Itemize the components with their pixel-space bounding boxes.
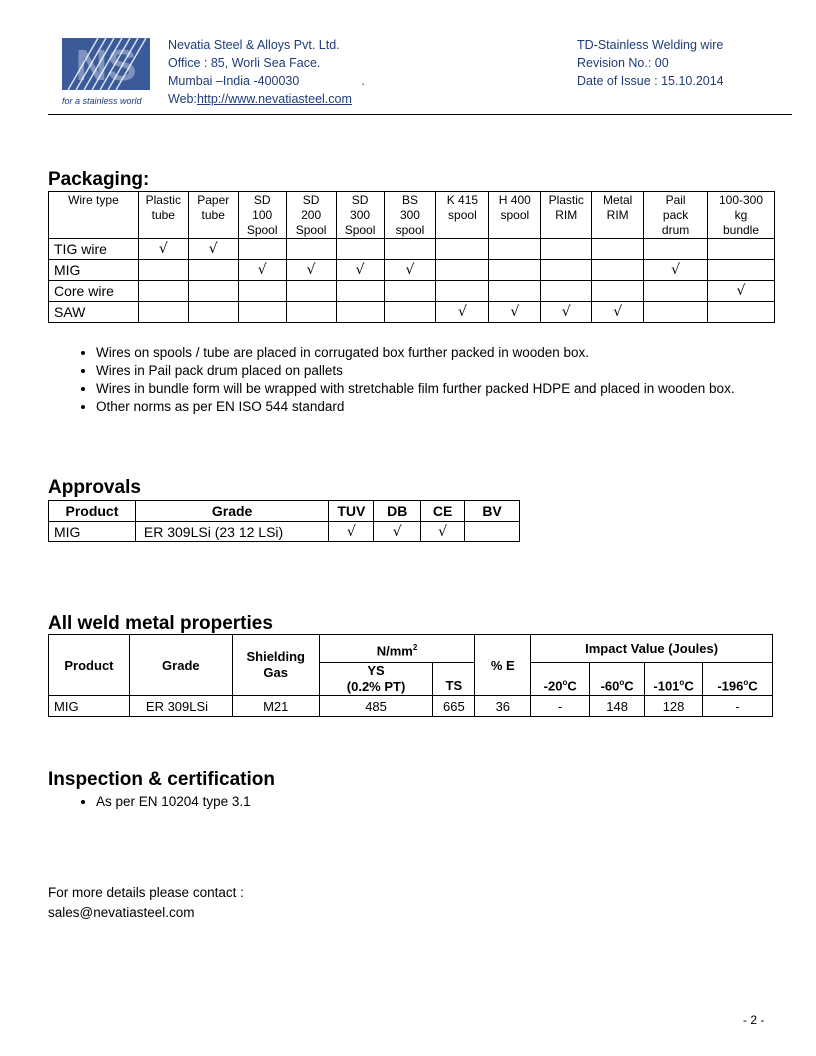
empty-cell [541,239,592,260]
weld-header-temp-101: -101$^o$C [645,663,703,696]
packaging-col-header-9: Plastic RIM [541,192,592,239]
check-mark: √ [238,260,286,281]
empty-cell [644,239,708,260]
company-logo [58,36,158,108]
weld-impact-60: 148 [590,696,645,717]
weld-header-ts: TS [433,663,475,696]
approvals-heading: Approvals [48,477,141,498]
weld-impact-196: - [703,696,773,717]
approvals-col-header-2: TUV [329,501,374,522]
check-mark: √ [336,260,384,281]
empty-cell [188,281,238,302]
packaging-col-header-5: SD 300 Spool [336,192,384,239]
empty-cell [286,239,336,260]
check-mark: √ [421,522,465,542]
approvals-col-header-3: DB [374,501,421,522]
empty-cell [489,260,541,281]
weld-header-product: Product [49,635,130,696]
packaging-row-label: SAW [49,302,139,323]
packaging-col-header-6: BS 300 spool [384,192,436,239]
check-mark: √ [541,302,592,323]
doc-title: TD-Stainless Welding wire [577,38,724,52]
weld-ts: 665 [433,696,475,717]
weld-grade: ER 309LSi [129,696,232,717]
weld-header-elongation: % E [475,635,531,696]
check-mark: √ [138,239,188,260]
check-mark: √ [708,281,775,302]
empty-cell [592,260,644,281]
packaging-note: • Other norms as per EN ISO 544 standard [96,398,816,416]
packaging-note: • Wires in bundle form will be wrapped with stretchable film further packed HDPE and placed in wooden box. [96,380,816,398]
contact-email[interactable]: sales@nevatiasteel.com [48,905,195,920]
packaging-note: • Wires on spools / tube are placed in corrugated box further packed in wooden box. [96,344,816,362]
contact-block [48,883,244,923]
weld-ys: 485 [319,696,433,717]
empty-cell [592,239,644,260]
weld-impact-20: - [531,696,590,717]
empty-cell [436,260,489,281]
check-mark: √ [286,260,336,281]
empty-cell [541,260,592,281]
packaging-row-label: MIG [49,260,139,281]
weld-header-shielding-gas: Shielding Gas [232,635,319,696]
packaging-col-header-11: Pail pack drum [644,192,708,239]
company-address-line2: Mumbai –India -400030 . [168,74,365,88]
approvals-col-header-0: Product [49,501,136,522]
empty-cell [592,281,644,302]
website-link[interactable]: http://www.nevatiasteel.com [196,92,352,106]
packaging-table [48,191,775,323]
inspection-item: • As per EN 10204 type 3.1 [96,793,796,811]
packaging-row [49,260,775,281]
check-mark: √ [329,522,374,542]
packaging-row-label: Core wire [49,281,139,302]
packaging-note: • Wires in Pail pack drum placed on pallets [96,362,816,380]
check-mark: √ [384,260,436,281]
empty-cell [644,302,708,323]
weld-product: MIG [49,696,130,717]
inspection-list [48,793,796,811]
contact-line: For more details please contact : [48,885,244,900]
approvals-col-header-4: CE [421,501,465,522]
check-mark: √ [436,302,489,323]
packaging-col-header-1: Plastic tube [138,192,188,239]
document-info [577,36,724,90]
empty-cell [138,260,188,281]
weld-header-temp-196: -196$^o$C [703,663,773,696]
check-mark: √ [188,239,238,260]
packaging-col-header-2: Paper tube [188,192,238,239]
packaging-col-header-4: SD 200 Spool [286,192,336,239]
weld-properties-heading: All weld metal properties [48,613,273,634]
weld-header-grade: Grade [129,635,232,696]
doc-issue-date: Date of Issue : 15.10.2014 [577,74,724,88]
packaging-row [49,281,775,302]
company-name: Nevatia Steel & Alloys Pvt. Ltd. [168,38,340,52]
packaging-header-row [49,192,775,239]
company-address-line1: Office : 85, Worli Sea Face. [168,56,321,70]
check-mark: √ [644,260,708,281]
header-divider [48,114,792,115]
empty-cell [238,239,286,260]
company-info [168,36,365,108]
empty-cell [436,281,489,302]
packaging-row [49,302,775,323]
packaging-col-header-8: H 400 spool [489,192,541,239]
packaging-row [49,239,775,260]
check-mark: √ [489,302,541,323]
empty-cell [336,239,384,260]
packaging-col-header-3: SD 100 Spool [238,192,286,239]
inspection-heading: Inspection & certification [48,769,275,790]
company-web: Web:http://www.nevatiasteel.com [168,92,352,106]
doc-revision: Revision No.: 00 [577,56,669,70]
empty-cell [489,281,541,302]
weld-header-temp-60: -60$^o$C [590,663,645,696]
check-mark: √ [374,522,421,542]
empty-cell [541,281,592,302]
approvals-header-row [49,501,520,522]
empty-cell [708,239,775,260]
empty-cell [436,239,489,260]
empty-cell [286,302,336,323]
weld-header-impact: Impact Value (Joules) [531,635,773,663]
weld-header-ys: YS (0.2% PT) [319,663,433,696]
packaging-col-header-0: Wire type [49,192,139,239]
approval-product: MIG [49,522,136,542]
empty-cell [138,302,188,323]
empty-cell [708,260,775,281]
approvals-row [49,522,520,542]
empty-cell [644,281,708,302]
empty-cell [238,281,286,302]
weld-row-mig [49,696,773,717]
empty-cell [489,239,541,260]
weld-gas: M21 [232,696,319,717]
logo-tagline: for a stainless world [62,96,142,106]
page-number: - 2 - [743,1013,765,1027]
approvals-col-header-1: Grade [135,501,328,522]
empty-cell [188,260,238,281]
approvals-col-header-5: BV [465,501,520,522]
packaging-notes [48,344,816,416]
empty-cell [138,281,188,302]
empty-cell [384,239,436,260]
weld-impact-101: 128 [645,696,703,717]
empty-cell [238,302,286,323]
empty-cell [384,302,436,323]
approvals-table [48,500,520,542]
empty-cell [336,281,384,302]
packaging-row-label: TIG wire [49,239,139,260]
packaging-col-header-7: K 415 spool [436,192,489,239]
weld-header-temp-20: -20$^o$C [531,663,590,696]
empty-cell [465,522,520,542]
empty-cell [188,302,238,323]
weld-properties-table [48,634,773,717]
approval-grade: ER 309LSi (23 12 LSi) [135,522,328,542]
weld-elongation: 36 [475,696,531,717]
weld-header-unit: $N/mm^2$ [319,635,475,663]
empty-cell [384,281,436,302]
packaging-col-header-10: Metal RIM [592,192,644,239]
packaging-heading: Packaging: [48,169,150,190]
empty-cell [336,302,384,323]
empty-cell [286,281,336,302]
packaging-col-header-12: 100-300 kg bundle [708,192,775,239]
logo-initials: NS [75,41,137,90]
check-mark: √ [592,302,644,323]
empty-cell [708,302,775,323]
